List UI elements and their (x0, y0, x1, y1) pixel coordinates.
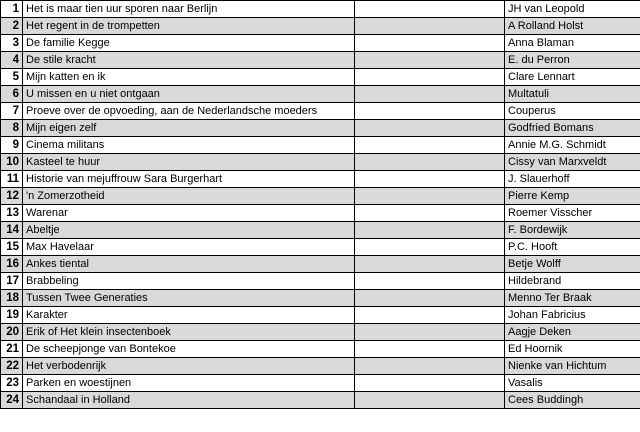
book-title: De stile kracht (23, 52, 355, 69)
table-row (1, 120, 640, 137)
table-body (1, 1, 640, 409)
book-title: 'n Zomerzotheid (23, 188, 355, 205)
table-row (1, 324, 640, 341)
author-name: Pierre Kemp (505, 188, 640, 205)
author-name: Cissy van Marxveldt (505, 154, 640, 171)
book-title: Kasteel te huur (23, 154, 355, 171)
blank-cell (355, 86, 505, 103)
row-number: 2 (1, 18, 23, 35)
author-name: J. Slauerhoff (505, 171, 640, 188)
blank-cell (355, 392, 505, 409)
author-name: Aagje Deken (505, 324, 640, 341)
author-name: E. du Perron (505, 52, 640, 69)
table-row (1, 239, 640, 256)
row-number: 9 (1, 137, 23, 154)
author-name: Annie M.G. Schmidt (505, 137, 640, 154)
author-name: Menno Ter Braak (505, 290, 640, 307)
table-row (1, 69, 640, 86)
row-number: 3 (1, 35, 23, 52)
author-name: Ed Hoornik (505, 341, 640, 358)
table-row (1, 154, 640, 171)
table-row (1, 52, 640, 69)
author-name: JH van Leopold (505, 1, 640, 18)
table-row (1, 1, 640, 18)
row-number: 13 (1, 205, 23, 222)
table-row (1, 375, 640, 392)
blank-cell (355, 290, 505, 307)
row-number: 5 (1, 69, 23, 86)
blank-cell (355, 18, 505, 35)
table-row (1, 256, 640, 273)
row-number: 8 (1, 120, 23, 137)
book-title: Het regent in de trompetten (23, 18, 355, 35)
author-name: F. Bordewijk (505, 222, 640, 239)
row-number: 4 (1, 52, 23, 69)
row-number: 21 (1, 341, 23, 358)
table-row (1, 307, 640, 324)
author-name: Cees Buddingh (505, 392, 640, 409)
table-row (1, 290, 640, 307)
blank-cell (355, 341, 505, 358)
table-row (1, 358, 640, 375)
book-title: Tussen Twee Generaties (23, 290, 355, 307)
book-title: Cinema militans (23, 137, 355, 154)
table-row (1, 103, 640, 120)
blank-cell (355, 273, 505, 290)
row-number: 15 (1, 239, 23, 256)
table-row (1, 137, 640, 154)
author-name: Clare Lennart (505, 69, 640, 86)
blank-cell (355, 120, 505, 137)
blank-cell (355, 103, 505, 120)
blank-cell (355, 137, 505, 154)
author-name: Roemer Visscher (505, 205, 640, 222)
author-name: Anna Blaman (505, 35, 640, 52)
table-row (1, 188, 640, 205)
book-title: Karakter (23, 307, 355, 324)
book-title: Historie van mejuffrouw Sara Burgerhart (23, 171, 355, 188)
table-row (1, 86, 640, 103)
row-number: 18 (1, 290, 23, 307)
table-row (1, 222, 640, 239)
blank-cell (355, 239, 505, 256)
table-row (1, 18, 640, 35)
table-row (1, 35, 640, 52)
row-number: 24 (1, 392, 23, 409)
author-name: Johan Fabricius (505, 307, 640, 324)
book-title: Het verbodenrijk (23, 358, 355, 375)
book-title: De scheepjonge van Bontekoe (23, 341, 355, 358)
book-title: De familie Kegge (23, 35, 355, 52)
row-number: 22 (1, 358, 23, 375)
book-title: Proeve over de opvoeding, aan de Nederlandsche moeders (23, 103, 355, 120)
book-title: Schandaal in Holland (23, 392, 355, 409)
blank-cell (355, 256, 505, 273)
author-name: Multatuli (505, 86, 640, 103)
row-number: 20 (1, 324, 23, 341)
blank-cell (355, 52, 505, 69)
blank-cell (355, 375, 505, 392)
blank-cell (355, 222, 505, 239)
table-row (1, 273, 640, 290)
blank-cell (355, 358, 505, 375)
row-number: 7 (1, 103, 23, 120)
book-title: Max Havelaar (23, 239, 355, 256)
author-name: A Rolland Holst (505, 18, 640, 35)
book-title: Parken en woestijnen (23, 375, 355, 392)
blank-cell (355, 1, 505, 18)
author-name: Betje Wolff (505, 256, 640, 273)
blank-cell (355, 188, 505, 205)
book-title: Warenar (23, 205, 355, 222)
table-row (1, 341, 640, 358)
book-title: Het is maar tien uur sporen naar Berlijn (23, 1, 355, 18)
row-number: 19 (1, 307, 23, 324)
blank-cell (355, 171, 505, 188)
blank-cell (355, 307, 505, 324)
table-row (1, 392, 640, 409)
row-number: 17 (1, 273, 23, 290)
book-title: Abeltje (23, 222, 355, 239)
book-title: Mijn eigen zelf (23, 120, 355, 137)
author-name: Nienke van Hichtum (505, 358, 640, 375)
row-number: 10 (1, 154, 23, 171)
author-name: P.C. Hooft (505, 239, 640, 256)
row-number: 1 (1, 1, 23, 18)
row-number: 6 (1, 86, 23, 103)
blank-cell (355, 35, 505, 52)
book-title: Ankes tiental (23, 256, 355, 273)
author-name: Vasalis (505, 375, 640, 392)
author-name: Couperus (505, 103, 640, 120)
author-name: Godfried Bomans (505, 120, 640, 137)
book-title: U missen en u niet ontgaan (23, 86, 355, 103)
book-title: Brabbeling (23, 273, 355, 290)
blank-cell (355, 324, 505, 341)
table-row (1, 171, 640, 188)
book-title: Mijn katten en ik (23, 69, 355, 86)
row-number: 23 (1, 375, 23, 392)
row-number: 14 (1, 222, 23, 239)
row-number: 11 (1, 171, 23, 188)
blank-cell (355, 69, 505, 86)
blank-cell (355, 154, 505, 171)
author-name: Hildebrand (505, 273, 640, 290)
row-number: 12 (1, 188, 23, 205)
row-number: 16 (1, 256, 23, 273)
table-row (1, 205, 640, 222)
book-title: Erik of Het klein insectenboek (23, 324, 355, 341)
blank-cell (355, 205, 505, 222)
